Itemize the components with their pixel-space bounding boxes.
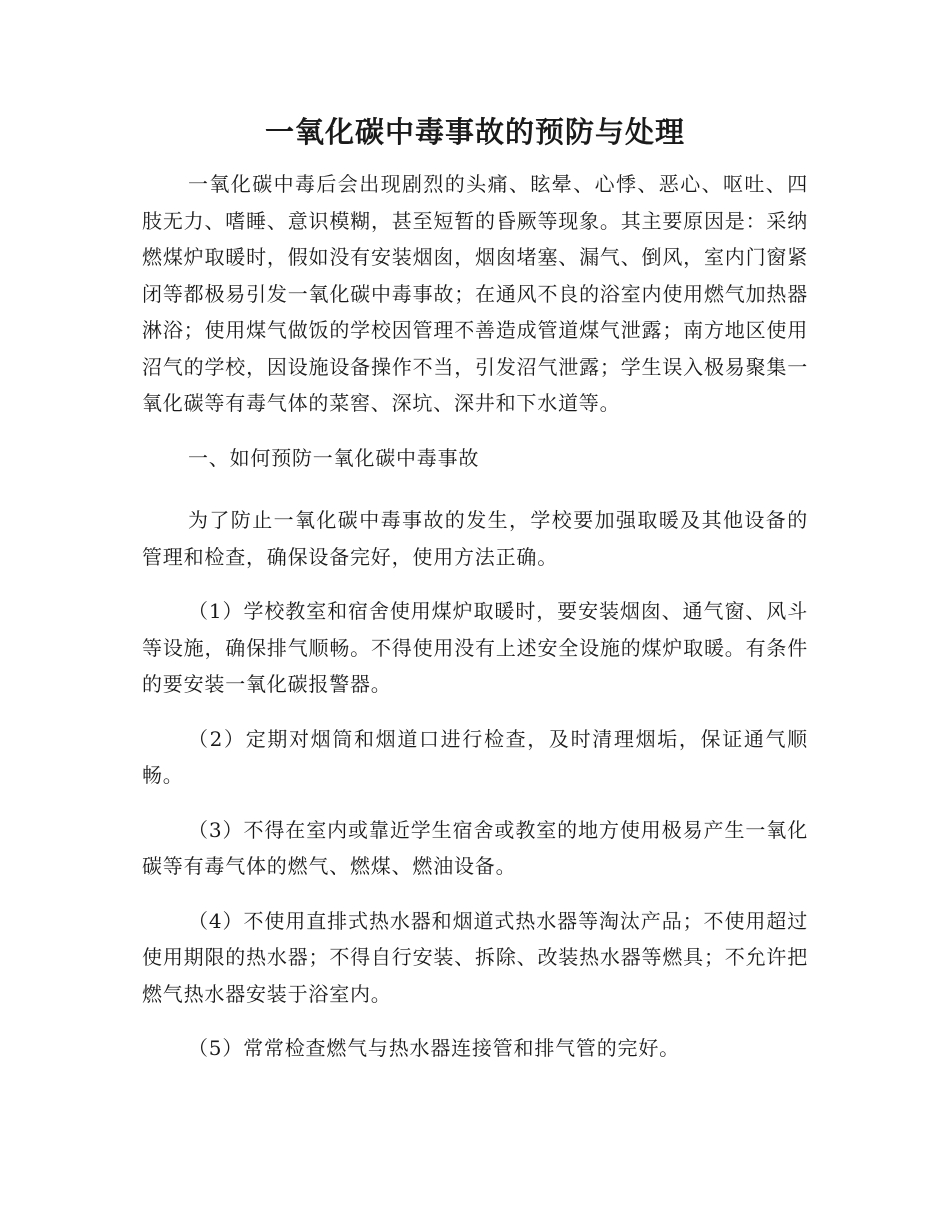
list-item: （3）不得在室内或靠近学生宿舍或教室的地方使用极易产生一氧化碳等有毒气体的燃气、燃煤、燃油设备。 bbox=[142, 817, 808, 878]
document-title: 一氧化碳中毒事故的预防与处理 bbox=[264, 115, 685, 149]
list-item: （4）不使用直排式热水器和烟道式热水器等淘汰产品；不使用超过使用期限的热水器；不得自行安装、拆除、改装热水器等燃具；不允许把燃气热水器安装于浴室内。 bbox=[142, 908, 808, 1006]
list-item: （1）学校教室和宿舍使用煤炉取暖时，要安装烟囱、通气窗、风斗等设施，确保排气顺畅。不得使用没有上述安全设施的煤炉取暖。有条件的要安装一氧化碳报警器。 bbox=[142, 599, 808, 696]
section-heading: 一、如何预防一氧化碳中毒事故 bbox=[188, 445, 480, 470]
document-body bbox=[142, 166, 808, 1085]
list-item: （5）常常检查燃气与热水器连接管和排气管的完好。 bbox=[188, 1036, 680, 1060]
list-item: （2）定期对烟筒和烟道口进行检查，及时清理烟垢，保证通气顺畅。 bbox=[142, 726, 808, 787]
body-paragraph: 为了防止一氧化碳中毒事故的发生，学校要加强取暖及其他设备的管理和检查，确保设备完好，使用方法正确。 bbox=[142, 508, 808, 569]
intro-paragraph: 一氧化碳中毒后会出现剧烈的头痛、眩晕、心悸、恶心、呕吐、四肢无力、嗜睡、意识模糊，甚至短暂的昏厥等现象。其主要原因是：采纳燃煤炉取暖时，假如没有安装烟囱，烟囱堵塞、漏气、倒风，室内门窗紧闭等都极易引发一氧化碳中毒事故；在通风不良的浴室内使用燃气加热器淋浴；使用煤气做饭的学校因管理不善造成管道煤气泄露；南方地区使用沼气的学校，因设施设备操作不当，引发沼气泄露；学生误入极易聚集一氧化碳等有毒气体的菜窖、深坑、深井和下水道等。 bbox=[142, 172, 808, 415]
